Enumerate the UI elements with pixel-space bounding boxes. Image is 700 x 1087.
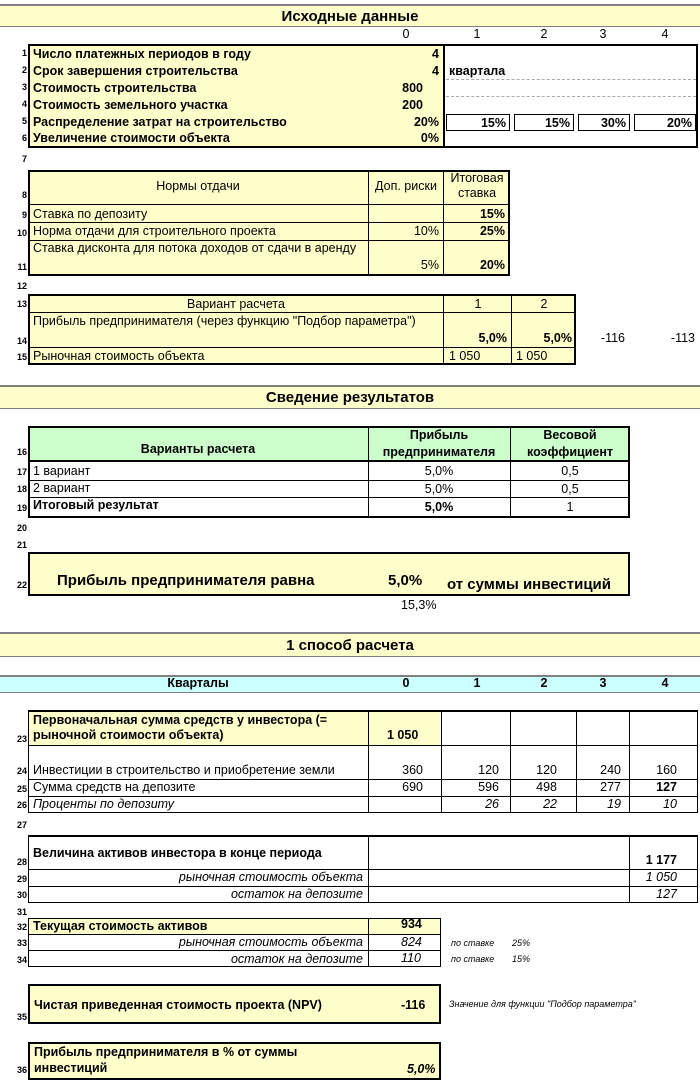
label-npv: Чистая приведенная стоимость проекта (NPV) (34, 998, 322, 1012)
label-pv-market-value: рыночная стоимость объекта (178, 935, 363, 949)
summary-label: Прибыль предпринимателя равна (57, 572, 315, 589)
value-weight-variant-2[interactable]: 0,5 (561, 482, 579, 496)
label-deposit-rate: Ставка по депозиту (33, 207, 148, 221)
row-number: 25 (16, 784, 27, 794)
risks-header: Доп. риски (375, 179, 437, 193)
quarter-1: 1 (473, 676, 481, 690)
divider (368, 170, 369, 276)
value-initial-sum: 1 050 (387, 728, 419, 742)
row-number: 36 (16, 1065, 27, 1075)
row-number: 7 (21, 154, 27, 164)
row-number: 21 (16, 540, 27, 550)
divider (510, 710, 511, 813)
row-number: 14 (16, 336, 27, 346)
value-assets-end: 1 177 (645, 853, 677, 867)
divider (368, 710, 369, 813)
row-number: 1 (21, 48, 27, 58)
divider (28, 312, 576, 313)
label-project-return: Норма отдачи для строительного проекта (33, 224, 276, 238)
row-number: 26 (16, 800, 27, 810)
summary-below: 15,3% (401, 598, 437, 612)
value-deposit-q4: 127 (656, 780, 677, 794)
value-discount-risk[interactable]: 5% (420, 258, 439, 272)
label-construction-term: Срок завершения строительства (33, 64, 238, 78)
value-land-cost[interactable]: 200 (402, 98, 423, 112)
note-goal-seek: Значение для функции "Подбор параметра" (449, 999, 636, 1009)
row-number: 10 (16, 228, 27, 238)
row-number: 5 (21, 116, 27, 126)
value-dist-q1[interactable]: 15% (446, 114, 510, 131)
value-npv: -116 (401, 998, 426, 1012)
value-discount-rate[interactable]: 20% (479, 258, 505, 272)
section-title-method-1: 1 способ расчета (0, 632, 700, 657)
label-cost-distribution: Распределение затрат на строительство (33, 115, 287, 129)
grid-guide (446, 79, 696, 80)
value-profit-variant-2: 5,0% (424, 482, 454, 496)
value-investments-q3: 240 (600, 763, 621, 777)
col-header-2: 2 (540, 27, 548, 41)
value-profit-v2[interactable]: 5,0% (543, 331, 572, 345)
label-market-value: Рыночная стоимость объекта (33, 349, 205, 363)
col-header-3: 3 (599, 27, 607, 41)
value-deposit-q3: 277 (600, 780, 621, 794)
row-number: 20 (16, 523, 27, 533)
value-interest-q3: 19 (607, 797, 621, 811)
divider (368, 918, 369, 967)
summary-suffix: от суммы инвестиций (447, 576, 611, 593)
row-number: 8 (21, 190, 27, 200)
section-title-initial-data: Исходные данные (0, 4, 700, 27)
row-number: 18 (16, 484, 27, 494)
row-number: 34 (16, 955, 27, 965)
row-number: 27 (16, 820, 27, 830)
label-construction-cost: Стоимость строительства (33, 81, 197, 95)
value-dist-q2[interactable]: 15% (514, 114, 574, 131)
value-deposit-q1: 596 (478, 780, 499, 794)
norms-header: Нормы отдачи (156, 179, 240, 193)
unit-quarters: квартала (449, 64, 506, 78)
value-investments-q0: 360 (402, 763, 423, 777)
value-profit-percent: 5,0% (407, 1062, 436, 1076)
label-discount-rate: Ставка дисконта для потока доходов от сдачи в аренду (33, 241, 357, 255)
value-profit-v1[interactable]: 5,0% (478, 331, 507, 345)
divider (443, 170, 444, 276)
value-interest-q2: 22 (543, 797, 557, 811)
row-number: 32 (16, 922, 27, 932)
variant-col-2: 2 (540, 297, 548, 311)
label-total-result: Итоговый результат (33, 498, 159, 512)
weight-header: Весовой коэффициент (526, 428, 614, 459)
label-variant-2: 2 вариант (33, 481, 91, 495)
row-number: 3 (21, 82, 27, 92)
row-number: 29 (16, 874, 27, 884)
row-number: 35 (16, 1012, 27, 1022)
col-header-4: 4 (661, 27, 669, 41)
label-profit-percent: Прибыль предпринимателя в % от суммы инвестиций (34, 1045, 298, 1075)
row-number: 17 (16, 467, 27, 477)
label-payment-periods: Число платежных периодов в году (33, 47, 251, 61)
value-current-assets: 934 (401, 917, 422, 931)
row-number: 24 (16, 766, 27, 776)
value-value-increase[interactable]: 0% (420, 131, 439, 145)
value-project-return[interactable]: 25% (479, 224, 505, 238)
row-number: 9 (21, 210, 27, 220)
variant-col-1: 1 (474, 297, 482, 311)
label-initial-sum: Первоначальная сумма средств у инвестора (= рыночной стоимости объекта) (33, 713, 328, 742)
variant-header: Вариант расчета (187, 297, 285, 311)
profit-header: Прибыль предпринимателя (382, 428, 496, 459)
value-market-v2: 1 050 (516, 349, 548, 363)
value-npv-v1: -116 (600, 331, 625, 345)
row-number: 19 (16, 503, 27, 513)
value-dist-q3[interactable]: 30% (578, 114, 630, 131)
label-investments: Инвестиции в строительство и приобретение земли (33, 763, 335, 777)
variants-header: Варианты расчета (140, 442, 256, 456)
divider (28, 204, 510, 205)
value-deposit-q2: 498 (536, 780, 557, 794)
value-pv-deposit: 110 (401, 951, 421, 965)
value-deposit-end: 127 (656, 887, 677, 901)
note-rate-label-34: по ставке (451, 954, 495, 964)
divider (511, 294, 512, 365)
value-total-weight: 1 (566, 500, 574, 514)
label-value-increase: Увеличение стоимости объекта (33, 131, 230, 145)
value-investments-q2: 120 (536, 763, 557, 777)
value-interest-q1: 26 (485, 797, 499, 811)
label-assets-end: Величина активов инвестора в конце периода (33, 846, 322, 860)
label-land-cost: Стоимость земельного участка (33, 98, 228, 112)
value-deposit-q0: 690 (402, 780, 423, 794)
value-dist-q0[interactable]: 20% (413, 115, 439, 129)
label-deposit-interest: Проценты по депозиту (33, 797, 175, 811)
value-construction-term[interactable]: 4 (432, 64, 439, 78)
value-profit-variant-1: 5,0% (424, 464, 454, 478)
quarter-4: 4 (661, 676, 669, 690)
note-rate-value-34: 15% (512, 954, 531, 964)
summary-value: 5,0% (388, 572, 423, 589)
row-number: 31 (16, 907, 27, 917)
value-interest-q4: 10 (663, 797, 677, 811)
value-investments-q1: 120 (478, 763, 499, 777)
label-market-value-end: рыночная стоимость объекта (178, 870, 363, 884)
row-number: 11 (17, 262, 27, 272)
value-total-profit: 5,0% (424, 500, 454, 514)
label-variant-1: 1 вариант (33, 464, 91, 478)
row-number: 12 (16, 281, 27, 291)
row-number: 30 (16, 890, 27, 900)
value-dist-q4[interactable]: 20% (634, 114, 696, 131)
value-investments-q4: 160 (656, 763, 677, 777)
note-rate-value-33: 25% (512, 938, 531, 948)
row-number: 28 (16, 857, 27, 867)
label-entrepreneur-profit: Прибыль предпринимателя (через функцию "Подбор параметра") (33, 314, 416, 328)
label-deposit-sum: Сумма средств на депозите (33, 780, 196, 794)
value-deposit-rate[interactable]: 15% (479, 207, 505, 221)
quarters-label: Кварталы (167, 676, 229, 690)
divider (28, 745, 698, 746)
value-npv-v2: -113 (670, 331, 695, 345)
col-header-1: 1 (473, 27, 481, 41)
row-number: 2 (21, 65, 27, 75)
label-deposit-end: остаток на депозите (230, 887, 363, 901)
row-number: 16 (16, 447, 27, 457)
row-number: 13 (16, 299, 27, 309)
quarter-3: 3 (599, 676, 607, 690)
row-number: 4 (21, 99, 27, 109)
value-market-v1: 1 050 (449, 349, 481, 363)
value-pv-market-value: 824 (401, 935, 422, 949)
section-title-results: Сведение результатов (0, 385, 700, 409)
grid-guide (446, 96, 696, 97)
value-project-risk[interactable]: 10% (413, 224, 439, 238)
value-market-value-end: 1 050 (645, 870, 677, 884)
label-current-assets: Текущая стоимость активов (33, 919, 208, 933)
col-header-0: 0 (402, 27, 410, 41)
quarter-2: 2 (540, 676, 548, 690)
value-payment-periods[interactable]: 4 (432, 47, 439, 61)
row-number: 6 (21, 133, 27, 143)
row-number: 33 (16, 938, 27, 948)
note-rate-label-33: по ставке (451, 938, 495, 948)
divider (443, 294, 444, 365)
row-number: 22 (16, 580, 27, 590)
value-construction-cost[interactable]: 800 (402, 81, 423, 95)
label-pv-deposit: остаток на депозите (230, 952, 363, 966)
row-number: 15 (16, 352, 27, 362)
row-number: 23 (16, 734, 27, 744)
value-weight-variant-1[interactable]: 0,5 (561, 464, 579, 478)
quarter-0: 0 (402, 676, 410, 690)
final-rate-header: Итоговая ставка (450, 171, 504, 200)
